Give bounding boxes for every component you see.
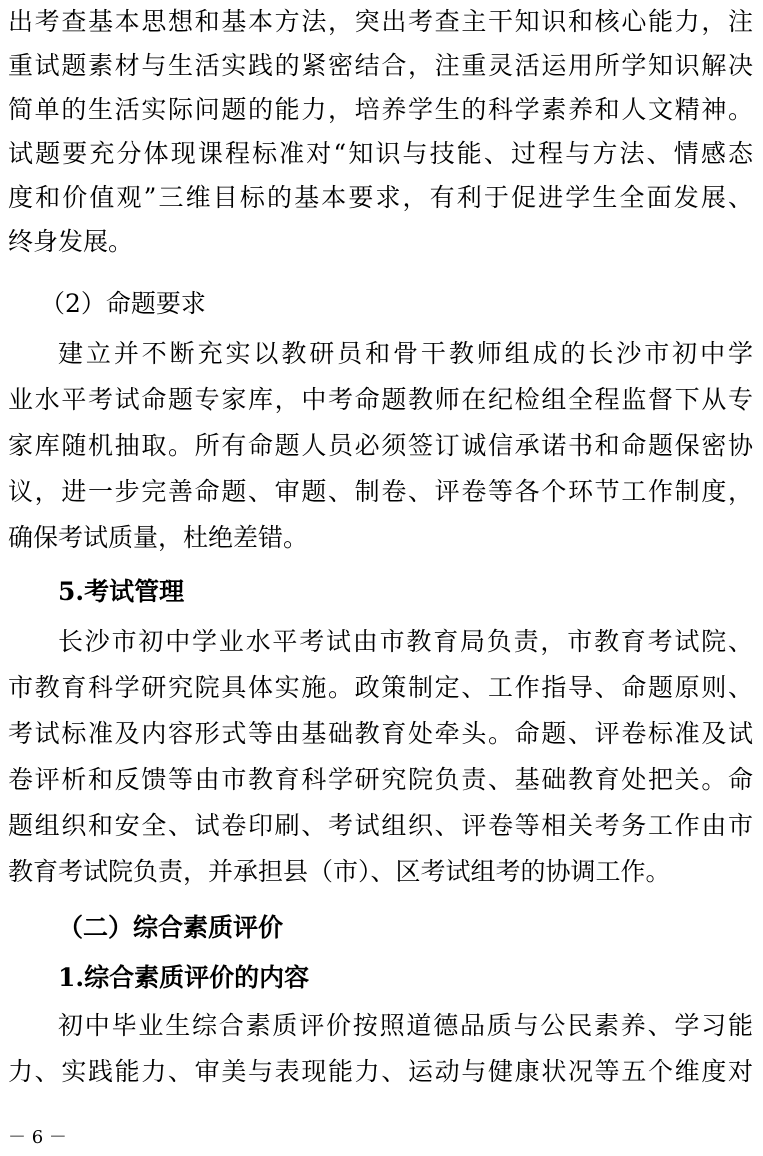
paragraph-line: 度和价值观”三维目标的基本要求，有利于促进学生全面发展、 <box>8 183 753 212</box>
paragraph-line: 教育考试院负责，并承担县（市）、区考试组考的协调工作。 <box>8 857 671 886</box>
paragraph-line: 试题要充分体现课程标准对“知识与技能、过程与方法、情感态 <box>8 139 753 168</box>
paragraph-line: 建立并不断充实以教研员和骨干教师组成的长沙市初中学 <box>58 339 753 368</box>
paragraph-line: 市教育科学研究院具体实施。政策制定、工作指导、命题原则、 <box>8 673 753 702</box>
paragraph-line: 力、实践能力、审美与表现能力、运动与健康状况等五个维度对 <box>8 1057 753 1086</box>
section-heading: 1.综合素质评价的内容 <box>58 963 310 992</box>
paragraph-line: 终身发展。 <box>8 227 134 256</box>
paragraph-line: 出考查基本思想和基本方法，突出考查主干知识和核心能力，注 <box>8 7 753 36</box>
page-number: － 6 － <box>8 1127 67 1148</box>
paragraph-line: 题组织和安全、试卷印刷、考试组织、评卷等相关考务工作由市 <box>8 811 753 840</box>
paragraph-line: 家库随机抽取。所有命题人员必须签订诚信承诺书和命题保密协 <box>8 431 753 460</box>
paragraph-line: 长沙市初中学业水平考试由市教育局负责，市教育考试院、 <box>58 627 753 656</box>
paragraph-line: 简单的生活实际问题的能力，培养学生的科学素养和人文精神。 <box>8 95 753 124</box>
paragraph-line: 确保考试质量，杜绝差错。 <box>8 523 309 552</box>
section-heading: 5.考试管理 <box>58 577 185 606</box>
paragraph-line: 初中毕业生综合素质评价按照道德品质与公民素养、学习能 <box>58 1011 753 1040</box>
paragraph-line: 重试题素材与生活实践的紧密结合，注重灵活运用所学知识解决 <box>8 51 753 80</box>
paragraph-line: 议，进一步完善命题、审题、制卷、评卷等各个环节工作制度， <box>8 477 753 506</box>
subsection-heading: （2）命题要求 <box>40 289 206 318</box>
paragraph-line: 卷评析和反馈等由市教育科学研究院负责、基础教育处把关。命 <box>8 765 753 794</box>
paragraph-line: 业水平考试命题专家库，中考命题教师在纪检组全程监督下从专 <box>8 385 753 414</box>
paragraph-line: 考试标准及内容形式等由基础教育处牵头。命题、评卷标准及试 <box>8 719 753 748</box>
section-heading: （二）综合素质评价 <box>58 913 284 942</box>
